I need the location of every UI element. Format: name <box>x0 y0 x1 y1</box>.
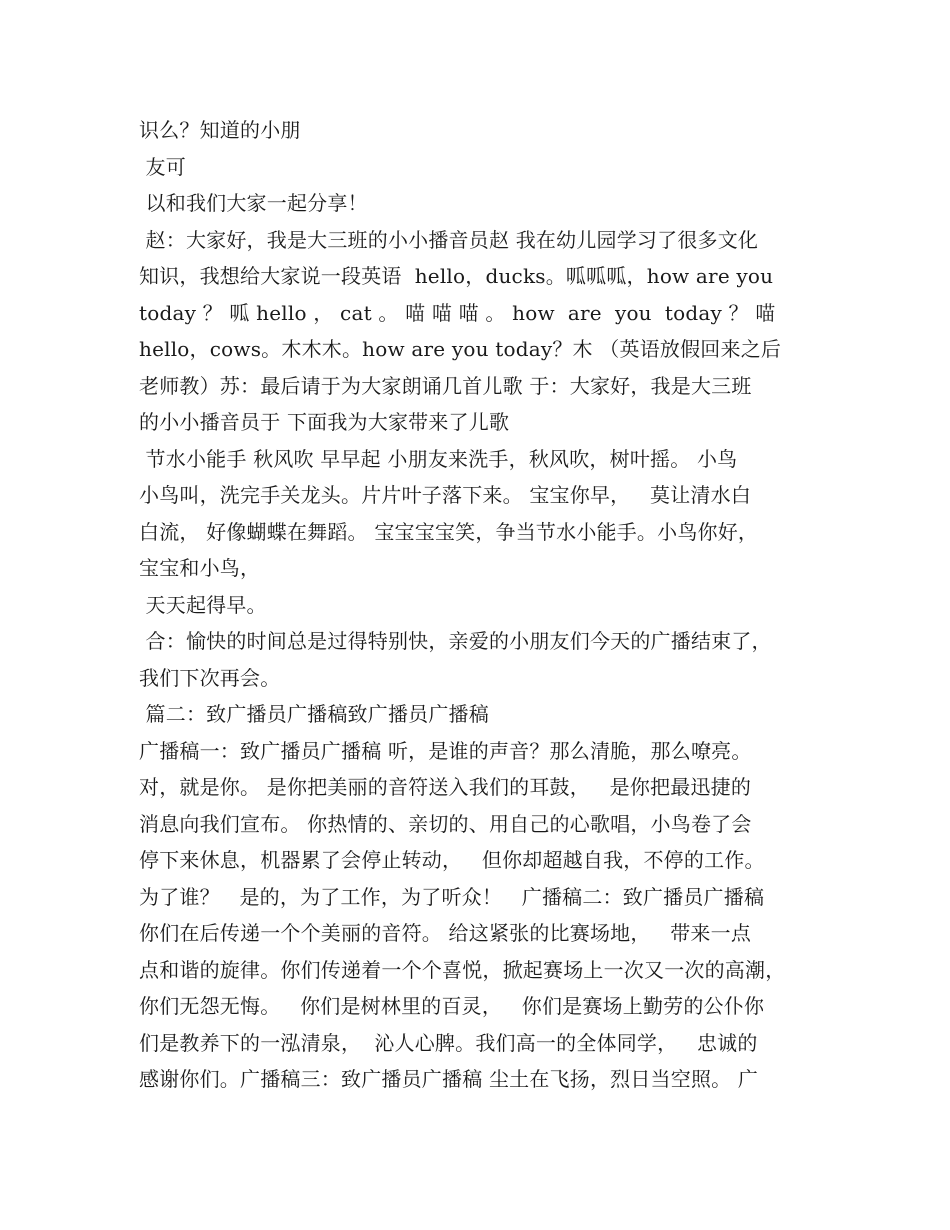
text-line: 友可 <box>139 154 186 179</box>
text-line: 合：愉快的时间总是过得特别快，亲爱的小朋友们今天的广播结束了， <box>139 629 772 653</box>
text-line: 赵：大家好，我是大三班的小小播音员赵 我在幼儿园学习了很多文化 <box>139 227 759 252</box>
text-line: 感谢你们。广播稿三：致广播员广播稿 尘土在飞扬，烈日当空照。 广 <box>139 1067 759 1091</box>
text-line: 点和谐的旋律。你们传递着一个个喜悦，掀起赛场上一次又一次的高潮， <box>139 957 786 982</box>
text-line: 小鸟叫，洗完手关龙头。片片叶子落下来。 宝宝你早， 莫让清水白 <box>139 483 752 507</box>
text-line: hello，cows。木木木。how are you today？木 （英语放假回来之后 <box>139 337 782 361</box>
text-line: 宝宝和小鸟， <box>139 556 261 580</box>
text-line: 为了谁？ 是的，为了工作，为了听众！ 广播稿二：致广播员广播稿 <box>139 884 765 909</box>
text-line: 的小小播音员于 下面我为大家带来了儿歌 <box>139 410 510 434</box>
section-heading: 篇二：致广播员广播稿致广播员广播稿 <box>139 702 489 726</box>
text-line: 你们无怨无悔。 你们是树林里的百灵， 你们是赛场上勤劳的公仆你 <box>139 994 765 1018</box>
text-line: 停下来休息，机器累了会停止转动， 但你却超越自我，不停的工作。 <box>139 848 765 872</box>
text-line: 对，就是你。 是你把美丽的音符送入我们的耳鼓， 是你把最迅捷的 <box>139 775 752 799</box>
text-line: 们是教养下的一泓清泉， 沁人心脾。我们高一的全体同学， 忠诚的 <box>139 1030 758 1055</box>
text-line: 广播稿一：致广播员广播稿 听，是谁的声音？那么清脆，那么嘹亮。 <box>139 738 752 763</box>
text-line: 我们下次再会。 <box>139 665 281 690</box>
text-line: 知识，我想给大家说一段英语 hello，ducks。呱呱呱，how are you <box>139 264 774 288</box>
text-line: 老师教）苏：最后请于为大家朗诵几首儿歌 于：大家好，我是大三班 <box>139 373 752 398</box>
text-line: 白流， 好像蝴蝶在舞蹈。 宝宝宝宝笑，争当节水小能手。小鸟你好， <box>139 519 759 544</box>
text-line: 天天起得早。 <box>139 592 267 617</box>
text-line: today ？ 呱 hello ， cat 。 喵 喵 喵 。 how are you today ？ 喵 <box>139 300 776 325</box>
text-line: 以和我们大家一起分享！ <box>139 191 368 215</box>
text-line: 消息向我们宣布。 你热情的、亲切的、用自己的心歌唱，小鸟卷了会 <box>139 811 752 836</box>
document-body <box>139 112 819 1098</box>
text-line: 识么？知道的小朋 <box>139 118 301 142</box>
text-line: 节水小能手 秋风吹 早早起 小朋友来洗手，秋风吹，树叶摇。 小鸟 <box>139 446 738 471</box>
text-line: 你们在后传递一个个美丽的音符。 给这紧张的比赛场地， 带来一点 <box>139 921 752 945</box>
